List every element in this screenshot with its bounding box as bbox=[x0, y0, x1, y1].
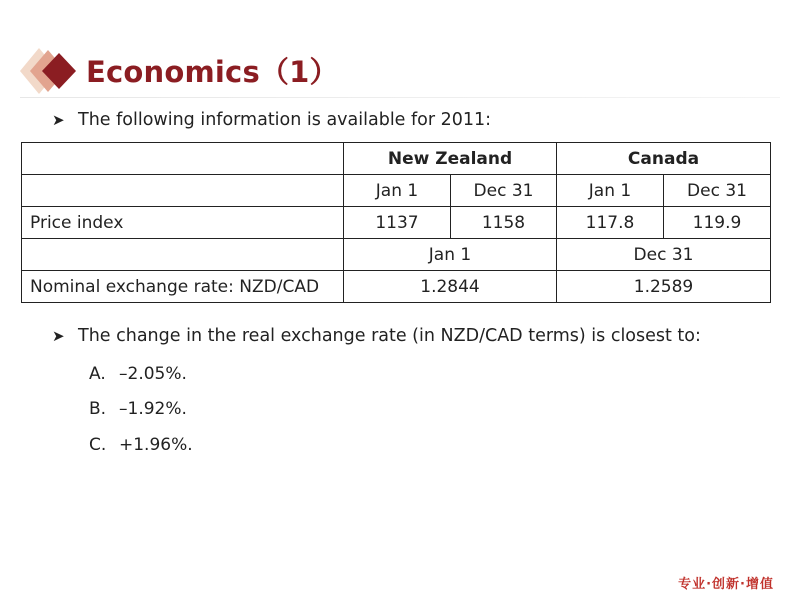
arrowhead-icon: ➤ bbox=[52, 111, 65, 129]
date-header: Jan 1 bbox=[557, 175, 664, 207]
option-text: +1.96%. bbox=[119, 435, 193, 455]
question-text: The change in the real exchange rate (in NZD/CAD terms) is closest to: bbox=[78, 326, 701, 346]
row-label: Price index bbox=[22, 207, 344, 239]
table-cell: 117.8 bbox=[557, 207, 664, 239]
empty-cell bbox=[22, 175, 344, 207]
intro-bullet bbox=[52, 110, 491, 130]
title-divider bbox=[20, 97, 780, 98]
footer-slogan: 专业·创新·增值 bbox=[678, 577, 774, 592]
table-cell: 1137 bbox=[344, 207, 451, 239]
table-cell: 1.2589 bbox=[557, 271, 771, 303]
date-header: Dec 31 bbox=[451, 175, 557, 207]
option-text: –1.92%. bbox=[119, 399, 187, 419]
date-header: Dec 31 bbox=[664, 175, 771, 207]
page-title: Economics（1） bbox=[86, 55, 339, 89]
arrowhead-icon: ➤ bbox=[52, 327, 65, 345]
question-bullet bbox=[52, 326, 701, 346]
row-label: Nominal exchange rate: NZD/CAD bbox=[22, 271, 344, 303]
table-cell: 119.9 bbox=[664, 207, 771, 239]
country-header: Canada bbox=[557, 143, 771, 175]
table-cell: 1.2844 bbox=[344, 271, 557, 303]
option-text: –2.05%. bbox=[119, 364, 187, 384]
intro-text: The following information is available for 2011: bbox=[78, 110, 492, 130]
option-letter: A. bbox=[89, 364, 106, 384]
answer-option bbox=[89, 399, 187, 419]
date-header: Jan 1 bbox=[344, 175, 451, 207]
title-bar bbox=[20, 44, 780, 98]
empty-cell bbox=[22, 239, 344, 271]
table-cell: 1158 bbox=[451, 207, 557, 239]
option-letter: C. bbox=[89, 435, 107, 455]
data-table bbox=[21, 142, 771, 303]
answer-option bbox=[89, 435, 193, 455]
date-header: Jan 1 bbox=[344, 239, 557, 271]
answer-option bbox=[89, 364, 187, 384]
table-row bbox=[22, 271, 771, 303]
diamond-logo-icon bbox=[20, 48, 80, 94]
option-letter: B. bbox=[89, 399, 107, 419]
table-row bbox=[22, 175, 771, 207]
date-header: Dec 31 bbox=[557, 239, 771, 271]
country-header: New Zealand bbox=[344, 143, 557, 175]
table-row bbox=[22, 239, 771, 271]
empty-cell bbox=[22, 143, 344, 175]
table-row bbox=[22, 143, 771, 175]
table-row bbox=[22, 207, 771, 239]
